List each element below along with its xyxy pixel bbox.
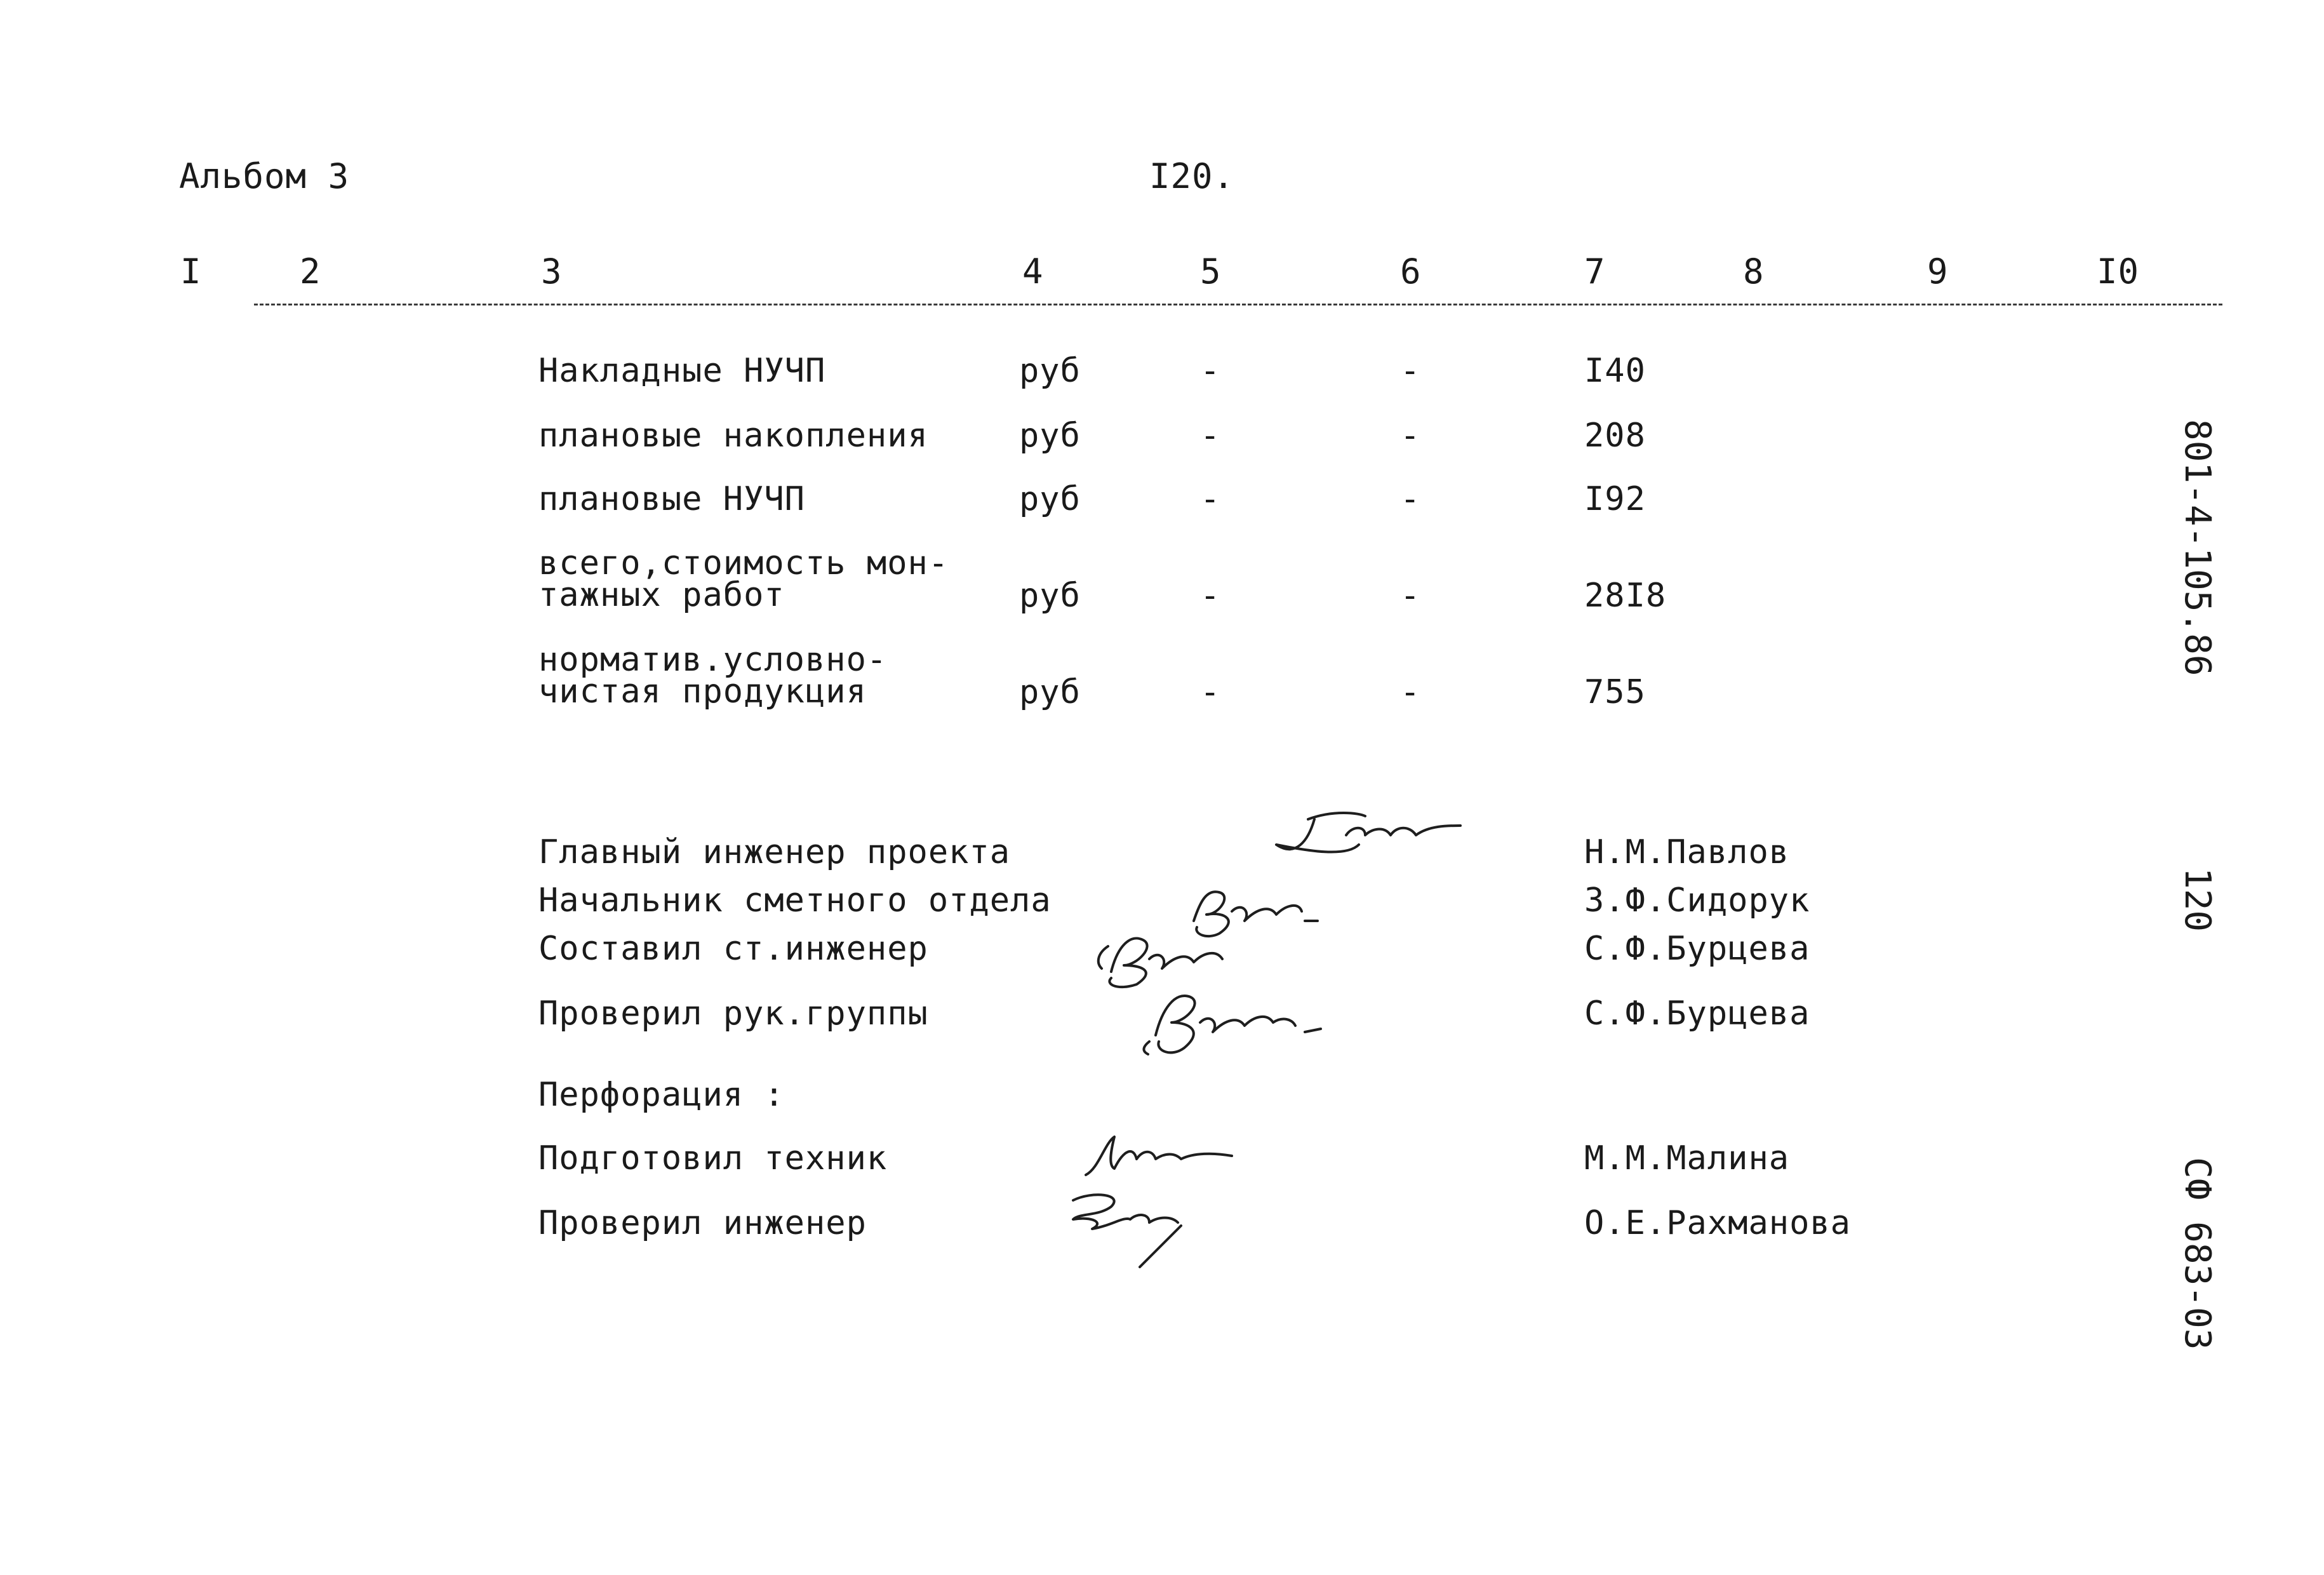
signer-name: З.Ф.Сидорук <box>1584 881 1810 920</box>
signer-name: Н.М.Павлов <box>1584 833 1790 871</box>
row-unit: руб <box>1019 480 1081 518</box>
column-number: 4 <box>1022 251 1044 292</box>
row-item-name-line2: чистая продукция <box>538 673 867 711</box>
signer-role: Подготовил техник <box>538 1139 888 1177</box>
signer-role: Составил ст.инженер <box>538 930 928 968</box>
signer-name: О.Е.Рахманова <box>1584 1204 1851 1242</box>
signer-name: С.Ф.Бурцева <box>1584 995 1810 1033</box>
row-col6: - <box>1400 417 1421 455</box>
row-item-name-line1: всего,стоимость мон- <box>538 544 949 582</box>
row-col5: - <box>1200 480 1221 518</box>
row-col5: - <box>1200 673 1221 711</box>
row-col6: - <box>1400 480 1421 518</box>
margin-sheet-number: 120 <box>2177 868 2218 932</box>
row-unit: руб <box>1019 673 1081 711</box>
row-item-name: Накладные НУЧП <box>538 352 826 390</box>
row-col5: - <box>1200 417 1221 455</box>
column-number: 2 <box>300 251 321 292</box>
column-number: 6 <box>1400 251 1422 292</box>
handwritten-signature <box>1079 1130 1245 1188</box>
row-col7: I92 <box>1584 480 1646 518</box>
column-number: 8 <box>1743 251 1765 292</box>
row-col6: - <box>1400 577 1421 615</box>
signer-name: М.М.Малина <box>1584 1139 1790 1177</box>
row-unit: руб <box>1019 577 1081 615</box>
column-number: 3 <box>541 251 563 292</box>
row-item-name: плановые накопления <box>538 417 928 455</box>
row-unit: руб <box>1019 417 1081 455</box>
row-col7: 755 <box>1584 673 1646 711</box>
row-col7: 208 <box>1584 417 1646 455</box>
perforation-heading: Перфорация : <box>538 1076 785 1114</box>
signer-role: Главный инженер проекта <box>538 833 1011 871</box>
column-number: 7 <box>1584 251 1606 292</box>
signer-role: Начальник сметного отдела <box>538 881 1052 920</box>
row-col5: - <box>1200 352 1221 390</box>
margin-order-code: СФ 683-03 <box>2177 1157 2218 1350</box>
album-label: Альбом 3 <box>179 156 350 196</box>
row-col6: - <box>1400 352 1421 390</box>
margin-doc-code: 801-4-105.86 <box>2177 419 2218 676</box>
row-col7: 28I8 <box>1584 577 1667 615</box>
signer-role: Проверил инженер <box>538 1204 867 1242</box>
column-number: 9 <box>1927 251 1949 292</box>
row-col7: I40 <box>1584 352 1646 390</box>
header-rule <box>254 304 2222 305</box>
row-col6: - <box>1400 673 1421 711</box>
handwritten-signature <box>1054 1188 1219 1277</box>
handwritten-signature <box>1130 972 1340 1067</box>
column-number: I0 <box>2097 251 2140 292</box>
column-number: I <box>180 251 202 292</box>
column-number: 5 <box>1200 251 1222 292</box>
row-unit: руб <box>1019 352 1081 390</box>
row-item-name-line1: норматив.условно- <box>538 641 888 679</box>
row-item-name-line2: тажных работ <box>538 576 785 614</box>
row-item-name: плановые НУЧП <box>538 480 805 518</box>
page-number: I20. <box>1149 156 1235 196</box>
signer-role: Проверил рук.группы <box>538 995 928 1033</box>
signer-name: С.Ф.Бурцева <box>1584 930 1810 968</box>
row-col5: - <box>1200 577 1221 615</box>
